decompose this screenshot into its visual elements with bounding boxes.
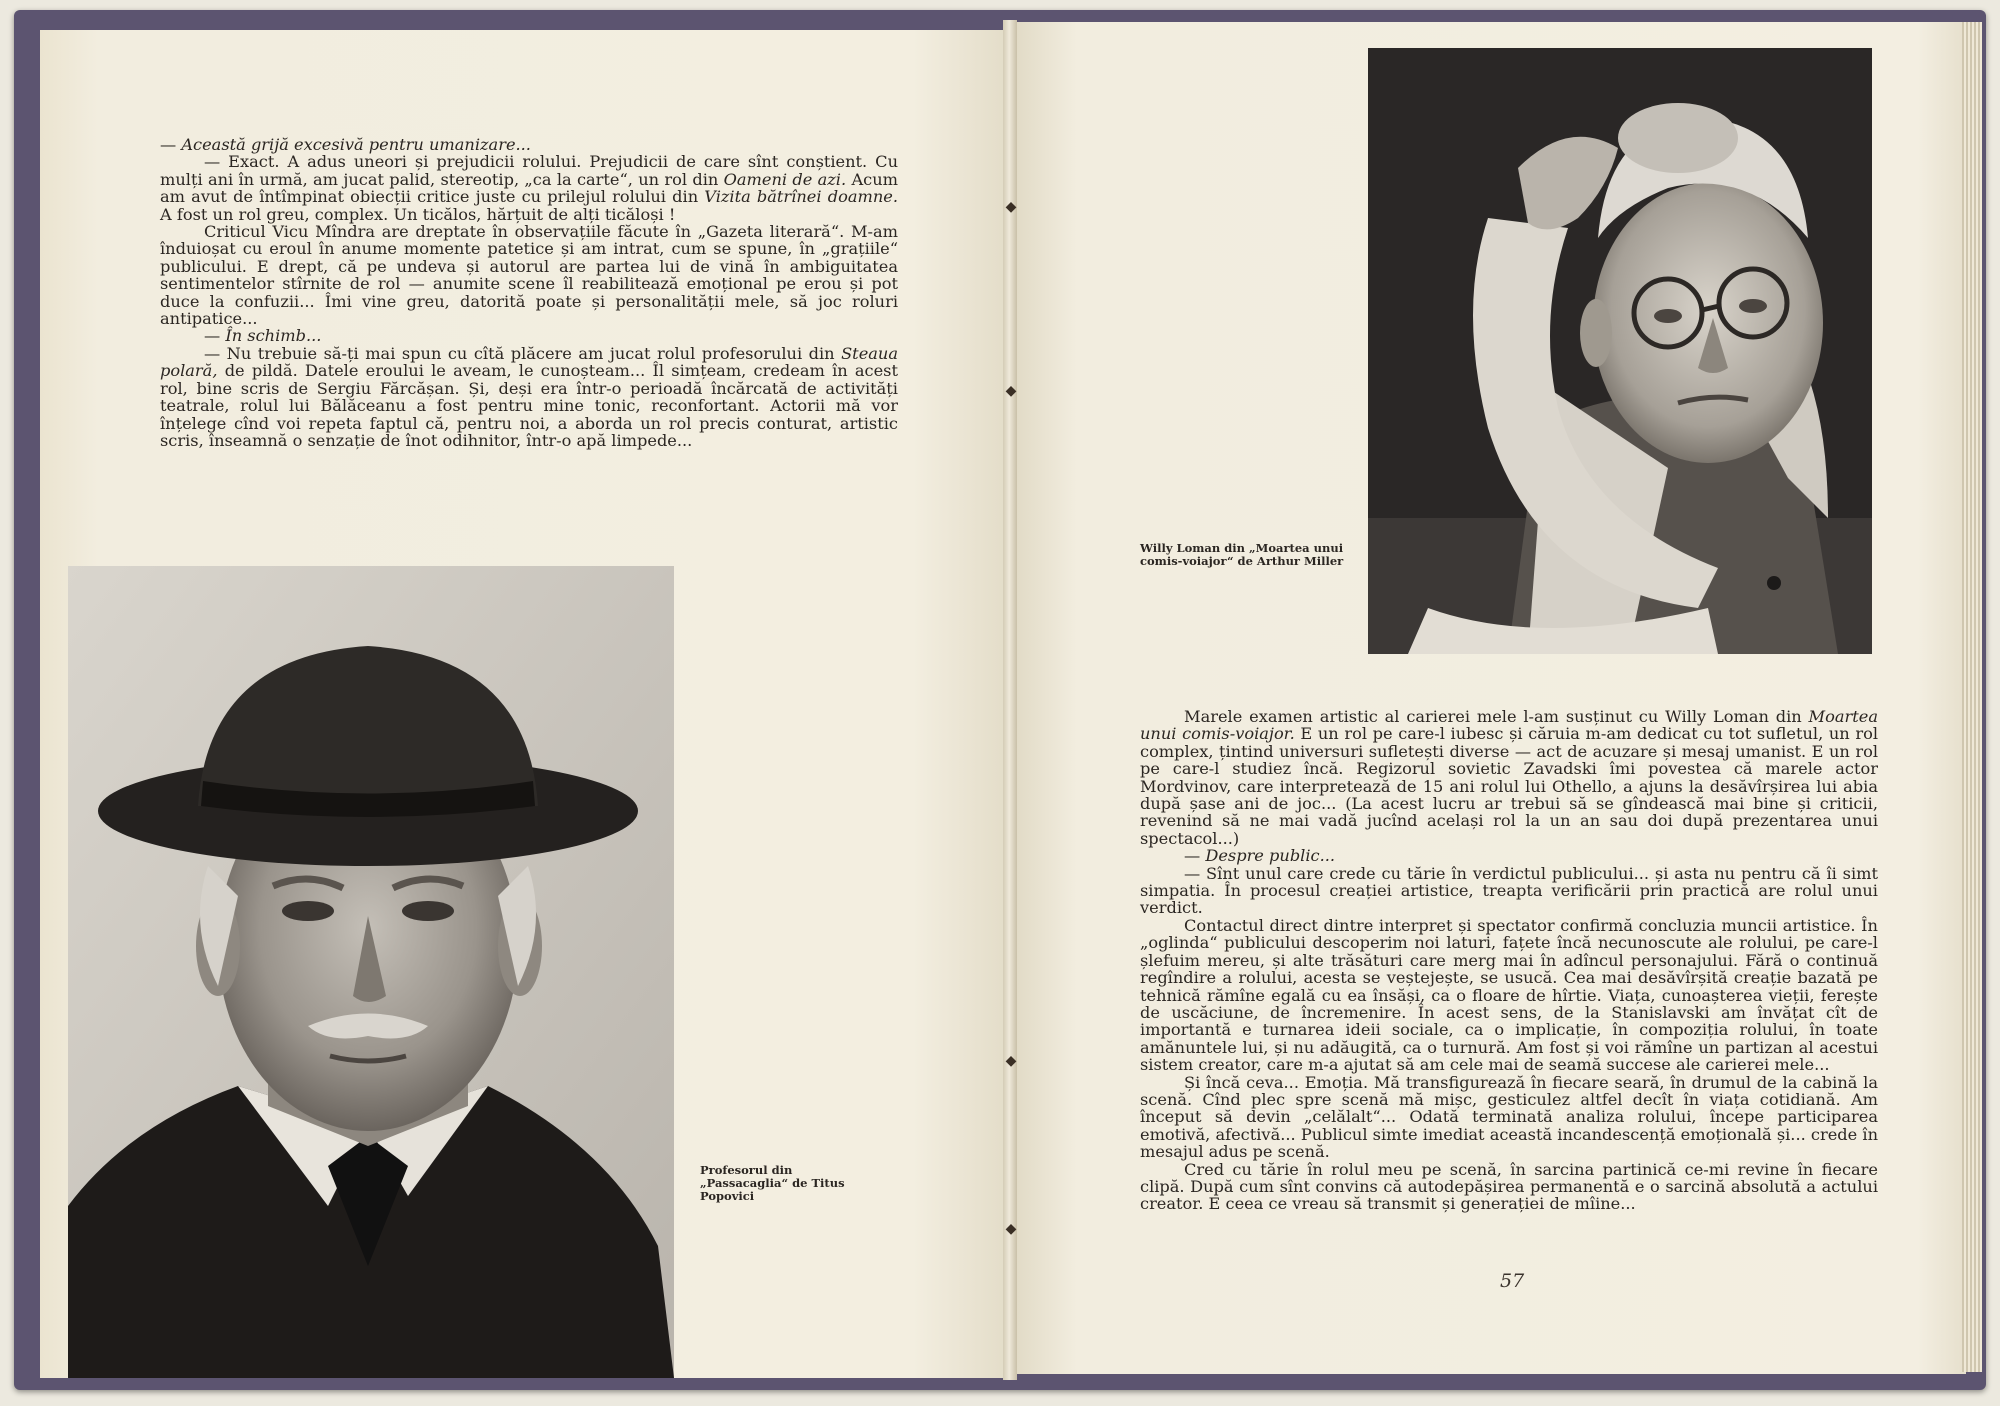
italic-text: Oameni de azi. [723, 169, 847, 189]
portrait-photo-willy-loman [1368, 48, 1872, 654]
text-segment: Criticul Vicu Mîndra are dreptate în observațiile făcute în „Gazeta literară“. M-am înduioșat cu eroul în anume momente patetice și am intrat, cum se spune, în „grațiile“ publicului. E drept, că pe undeva și autorul are partea lui de vină în ambiguitatea sentimentelor stîrnite de rol — anumite scene îl reabilitează emoțional pe erou și pot duce la confuzii... Îmi vine greu, datorită poate și personalității mele, să joc roluri antipatice... [160, 222, 898, 329]
paragraph [1140, 847, 1878, 864]
caption-left-photo: Profesorul din „Passacaglia“ de Titus Popovici [700, 1163, 845, 1203]
page-edges [1962, 22, 1982, 1372]
text-segment: Marele examen artistic al carierei mele l-am susținut cu Willy Loman din [1184, 707, 1809, 726]
stitch-mark: ◆ [1005, 1053, 1017, 1069]
paragraph [160, 153, 898, 223]
italic-text: Moartea unui comis-voiajor. [1140, 707, 1878, 744]
paragraph [1140, 1161, 1878, 1213]
stitch-mark: ◆ [1005, 383, 1017, 399]
paragraph [1140, 1074, 1878, 1161]
text-segment: — Nu trebuie să-ți mai spun cu cîtă plăcere am jucat rolul profesorului din [204, 343, 842, 363]
italic-text: În schimb... [225, 326, 322, 346]
italic-text: Steaua polară, [160, 343, 898, 381]
italic-text: Despre public... [1205, 846, 1336, 866]
left-page-text [160, 136, 898, 449]
text-segment: — [204, 326, 226, 346]
text-segment: Contactul direct dintre interpret și spectator confirmă concluzia muncii artistice. În „oglinda“ publicului descoperim noi laturi, fațete încă necunoscute ale rolului, pe care-l șlefuim mereu, și alte trăsături care merg mai în adîncul personajului. Fără o continuă regîndire a rolului, acesta se veștejește, se usucă. Cea mai desăvîrșită creație bazată pe tehnică rămîne egală cu ea însăși, ca o floare de hîrtie. Viața, cunoașterea vieții, ferește de uscăciune, de încremenire. În acest sens, de la Stanislavski am învățat cît de importantă e turnarea ideii sociale, ca o implicație, în compoziția rolului, în toate amănuntele lui, și nu adăugită, ca o turnură. Am fost și voi rămîne un partizan al acestui sistem creator, care m-a ajutat să am cele mai de seamă succese ale carierei mele... [1140, 915, 1878, 1075]
paragraph [160, 136, 898, 153]
text-segment: — Exact. A adus uneori și prejudicii rolului. Prejudicii de care sînt conștient. Cu mulți ani în urmă, am jucat palid, stereotip, „ca la carte“, un rol din [160, 152, 898, 189]
italic-text: Vizita bătrînei doamne. [704, 187, 898, 207]
text-segment: Și încă ceva... Emoția. Mă transfigurează în fiecare seară, în drumul de la cabină la scenă. Cînd plec spre scenă mă mișc, gesticulez altfel decît în viața cotidiană. Am început să devin „celălalt“... Odată terminată analiza rolului, începe participarea emotivă, afectivă... Publicul simte imediat această incandescență emoțională și... crede în mesajul adus pe scenă. [1140, 1072, 1878, 1162]
text-segment: Acum am avut de întîmpinat obiecții critice juste cu prilejul rolului din [160, 169, 898, 207]
paragraph [1140, 708, 1878, 847]
book-spine [1003, 20, 1017, 1380]
paragraph [1140, 865, 1878, 917]
paragraph [1140, 917, 1878, 1074]
italic-text: Această grijă excesivă pentru umanizare... [181, 135, 531, 154]
text-segment: — [1184, 846, 1206, 866]
text-segment: E un rol pe care-l iubesc și căruia m-am dedicat cu tot sufletul, un rol complex, țintind universuri sufletești diverse — act de acuzare și mesaj umanist. E un rol pe care-l studiez încă. Regizorul sovietic Zavadski îmi povestea că marele actor Mordvinov, care interpretează de 15 ani rolul lui Othello, a ajuns la desăvîrșirea lui abia după șase ani de joc... (La acest lucru ar trebui să se gîndească mai bine și criticii, revenind să ne mai vadă jucînd același rol la un an sau doi după prezentarea unui spectacol...) [1140, 724, 1878, 848]
paragraph [160, 345, 898, 449]
paragraph [160, 327, 898, 344]
text-segment: Cred cu tărie în rolul meu pe scenă, în sarcina partinică ce-mi revine în fiecare clipă. După cum sînt convins că autodepășirea permanentă e o sarcină absolută a actului creator. E ceea ce vreau să transmit și generației de mîine... [1140, 1159, 1878, 1214]
portrait-photo-professor [68, 566, 674, 1378]
text-segment: — [160, 135, 182, 154]
paragraph [160, 223, 898, 327]
page-number: 57 [1500, 1270, 1525, 1292]
right-page-text [1140, 708, 1878, 1213]
text-segment: de pildă. Datele eroului le aveam, le cunoșteam... Îl simțeam, credeam în acest rol, bine scris de Sergiu Fărcășan. Și, deși era într-o perioadă încărcată de activități teatrale, rolul lui Bălăceanu a fost pentru mine tonic, reconfortant. Actorii mă vor înțelege cînd voi repeta faptul că, pentru noi, a aborda un rol precis conturat, artistic scris, înseamnă o senzație de înot odihnitor, într-o apă limpede... [160, 361, 898, 450]
caption-right-photo: Willy Loman din „Moartea unui comis-voiajor“ de Arthur Miller [1140, 541, 1344, 568]
stitch-mark: ◆ [1005, 199, 1017, 215]
stitch-mark: ◆ [1005, 1221, 1017, 1237]
text-segment: A fost un rol greu, complex. Un ticălos, hărțuit de alți ticăloși ! [160, 204, 676, 224]
text-segment: — Sînt unul care crede cu tărie în verdictul publicului... și asta nu pentru că îi simt simpatia. În procesul creației artistice, treapta verificării prin practică are rolul unui verdict. [1140, 863, 1878, 918]
